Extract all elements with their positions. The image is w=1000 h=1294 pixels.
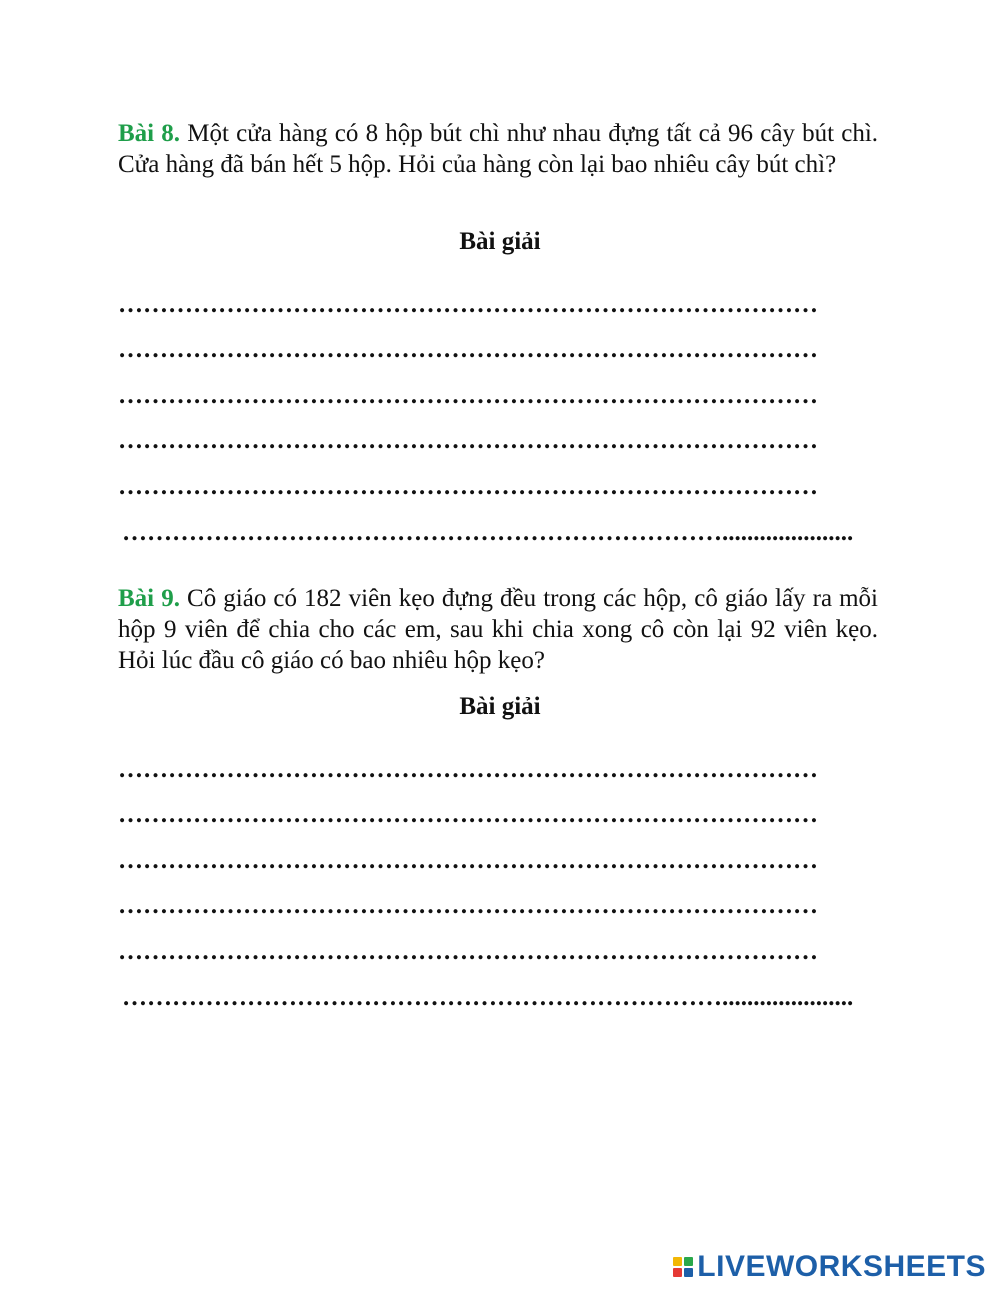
answer-line[interactable] <box>118 513 878 559</box>
answer-line[interactable] <box>118 422 878 468</box>
answer-line[interactable] <box>118 285 878 331</box>
problem-8-number: Bài 8. <box>118 120 181 147</box>
dotted-line: ………………………………………………………………………… <box>118 846 818 874</box>
answer-line[interactable] <box>118 376 878 422</box>
dotted-line: ………………………………………………………………………… <box>118 801 818 829</box>
problem-9-number: Bài 9. <box>118 585 180 612</box>
dotted-line: ………………………………………………………………………… <box>118 472 818 500</box>
problem-9-text <box>118 583 878 676</box>
dotted-line: ………………………………………………………………..................... <box>122 983 854 1011</box>
logo-square-icon <box>684 1268 693 1277</box>
problem-9-solution-heading: Bài giải <box>459 693 541 720</box>
answer-line[interactable] <box>118 750 878 796</box>
logo-text: LIVEWORKSHEETS <box>697 1250 986 1283</box>
problem-9-body: Cô giáo có 182 viên kẹo đựng đều trong các hộp, cô giáo lấy ra mỗi hộp 9 viên để chia cho các em, sau khi chia xong cô còn lại 92 viên kẹo. Hỏi lúc đầu cô giáo có bao nhiêu hộp kẹo? <box>118 585 879 674</box>
dotted-line: ………………………………………………………………..................... <box>122 518 854 546</box>
logo-square-icon <box>673 1257 682 1266</box>
answer-line[interactable] <box>118 841 878 887</box>
dotted-line: ………………………………………………………………………… <box>118 381 818 409</box>
logo-square-icon <box>684 1257 693 1266</box>
problem-9-answer-area <box>118 750 878 1024</box>
dotted-line: ………………………………………………………………………… <box>118 892 818 920</box>
dotted-line: ………………………………………………………………………… <box>118 755 818 783</box>
answer-line[interactable] <box>118 467 878 513</box>
dotted-line: ………………………………………………………………………… <box>118 427 818 455</box>
answer-line[interactable] <box>118 331 878 377</box>
answer-line[interactable] <box>118 932 878 978</box>
problem-8-text <box>118 118 878 180</box>
logo-square-icon <box>673 1268 682 1277</box>
dotted-line: ………………………………………………………………………… <box>118 937 818 965</box>
dotted-line: ………………………………………………………………………… <box>118 336 818 364</box>
answer-line[interactable] <box>118 887 878 933</box>
answer-line[interactable] <box>118 796 878 842</box>
problem-8-answer-area <box>118 285 878 559</box>
problem-8-body: Một cửa hàng có 8 hộp bút chì như nhau đựng tất cả 96 cây bút chì. Cửa hàng đã bán hết 5 hộp. Hỏi của hàng còn lại bao nhiêu cây bút chì? <box>118 120 879 178</box>
answer-line[interactable] <box>118 978 878 1024</box>
liveworksheets-logo <box>673 1250 986 1284</box>
dotted-line: ………………………………………………………………………… <box>118 290 818 318</box>
logo-mark-icon <box>673 1257 693 1277</box>
problem-8-solution-heading: Bài giải <box>459 228 541 255</box>
